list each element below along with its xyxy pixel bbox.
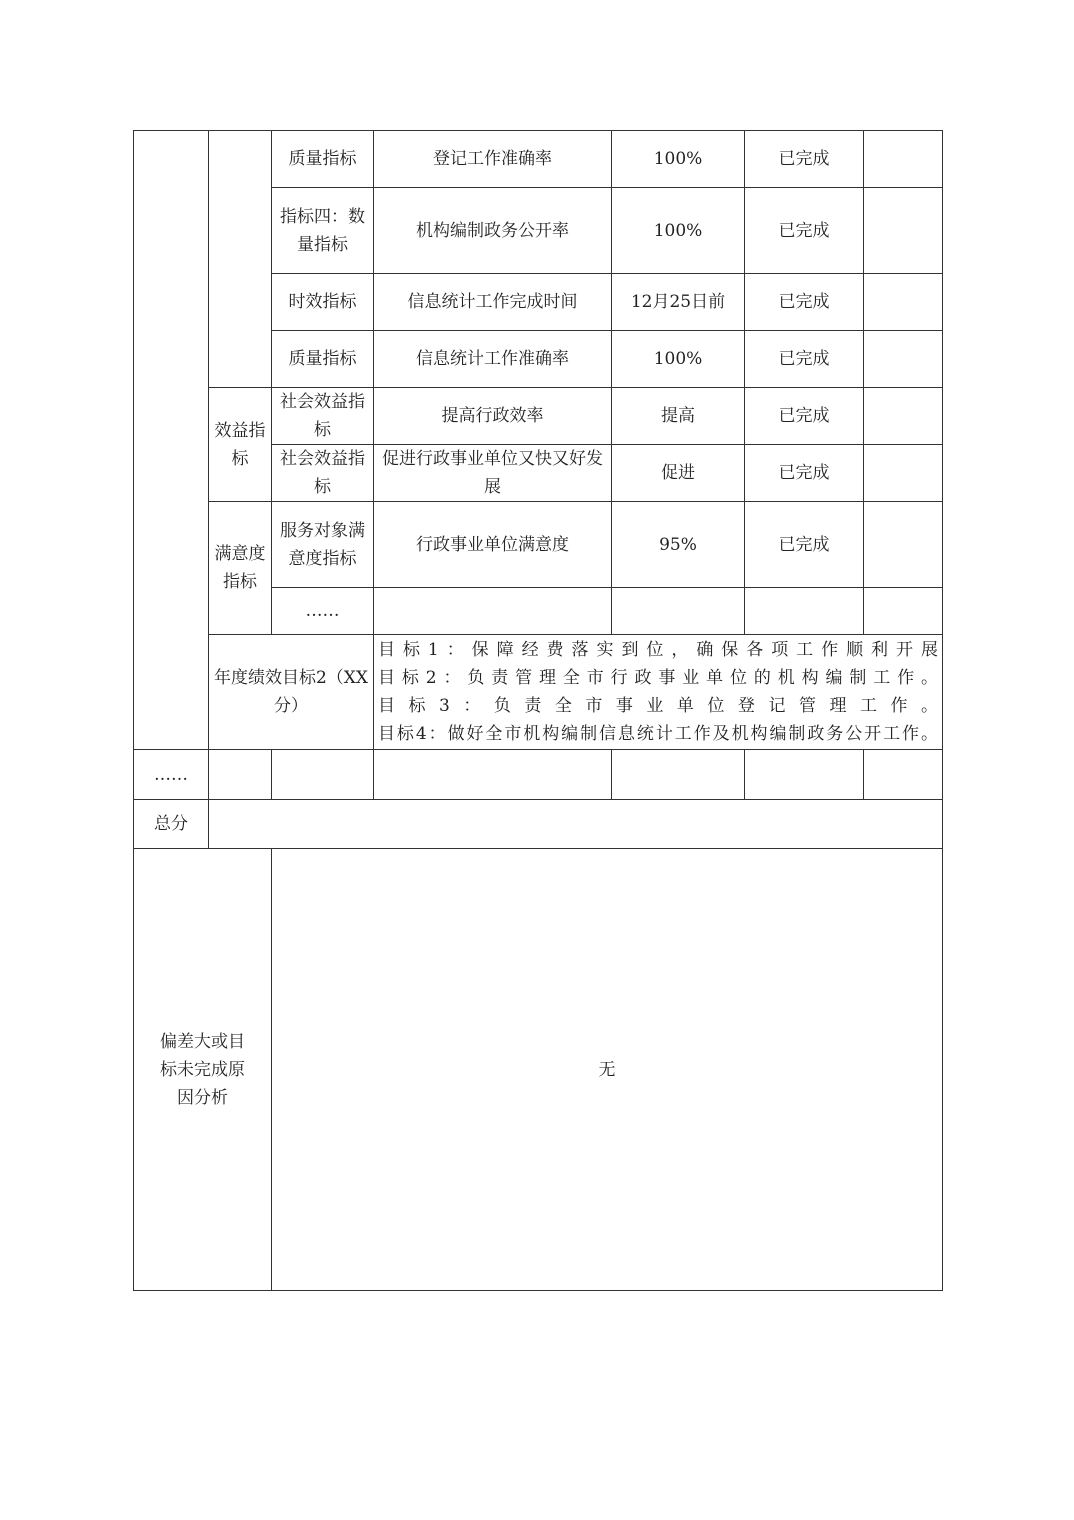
goal-line: 目标2：负责管理全市行政事业单位的机构编制工作。: [378, 668, 938, 688]
indicator-content: 机构编制政务公开率: [374, 188, 612, 274]
annual-goal-label: 年度绩效目标2（XX分）: [209, 635, 374, 750]
indicator-name: 质量指标: [272, 331, 374, 388]
blank-cell: [374, 588, 612, 635]
benefit-indicator-label: 效益指标: [209, 388, 272, 502]
indicator-content: 信息统计工作准确率: [374, 331, 612, 388]
blank-cell: [864, 445, 943, 502]
blank-cell: [864, 274, 943, 331]
blank-cell: [864, 331, 943, 388]
ellipsis-cell: ……: [272, 588, 374, 635]
annual-goal-text: [374, 635, 943, 750]
indicator-status: 已完成: [745, 188, 864, 274]
indicator-content: 信息统计工作完成时间: [374, 274, 612, 331]
blank-cell: [745, 588, 864, 635]
deviation-label: 偏差大或目标未完成原因分析: [134, 849, 272, 1291]
annual-goal-row: [134, 635, 943, 750]
blank-cell: [272, 750, 374, 800]
table-row: [134, 502, 943, 588]
indicator-name: 时效指标: [272, 274, 374, 331]
indicator-name: 社会效益指标: [272, 445, 374, 502]
blank-cell: [612, 588, 745, 635]
blank-cell: [209, 750, 272, 800]
indicator-status: 已完成: [745, 131, 864, 188]
blank-cell: [864, 502, 943, 588]
indicator-value: 12月25日前: [612, 274, 745, 331]
indicator-status: 已完成: [745, 331, 864, 388]
total-row: [134, 800, 943, 849]
blank-cell: [745, 750, 864, 800]
blank-cell: [864, 588, 943, 635]
goal-line: 目标1：保障经费落实到位，确保各项工作顺利开展: [378, 640, 938, 660]
blank-cell: [612, 750, 745, 800]
indicator-value: 提高: [612, 388, 745, 445]
performance-table: [133, 130, 943, 1291]
blank-cell: [374, 750, 612, 800]
indicator-value: 促进: [612, 445, 745, 502]
table-row: [134, 750, 943, 800]
blank-cell: [209, 131, 272, 388]
indicator-content: 促进行政事业单位又快又好发展: [374, 445, 612, 502]
indicator-name: 指标四：数量指标: [272, 188, 374, 274]
blank-cell: [864, 131, 943, 188]
indicator-value: 100%: [612, 131, 745, 188]
indicator-value: 100%: [612, 331, 745, 388]
blank-cell: [864, 188, 943, 274]
table-row: [134, 388, 943, 445]
blank-cell: [864, 750, 943, 800]
ellipsis-cell: ……: [134, 750, 209, 800]
indicator-name: 社会效益指标: [272, 388, 374, 445]
goal-line: 目标3：负责全市事业单位登记管理工作。: [378, 696, 938, 716]
total-label: 总分: [134, 800, 209, 849]
blank-cell: [864, 388, 943, 445]
deviation-row: [134, 849, 943, 1291]
goal-line: 目标4：做好全市机构编制信息统计工作及机构编制政务公开工作。: [378, 724, 938, 744]
indicator-status: 已完成: [745, 502, 864, 588]
blank-cell: [134, 131, 209, 750]
deviation-value: 无: [272, 849, 943, 1291]
indicator-name: 服务对象满意度指标: [272, 502, 374, 588]
indicator-content: 登记工作准确率: [374, 131, 612, 188]
table-row: [134, 131, 943, 188]
indicator-status: 已完成: [745, 445, 864, 502]
satisfaction-indicator-label: 满意度指标: [209, 502, 272, 635]
indicator-value: 95%: [612, 502, 745, 588]
indicator-status: 已完成: [745, 274, 864, 331]
indicator-name: 质量指标: [272, 131, 374, 188]
indicator-status: 已完成: [745, 388, 864, 445]
indicator-value: 100%: [612, 188, 745, 274]
indicator-content: 提高行政效率: [374, 388, 612, 445]
total-value: [209, 800, 943, 849]
indicator-content: 行政事业单位满意度: [374, 502, 612, 588]
